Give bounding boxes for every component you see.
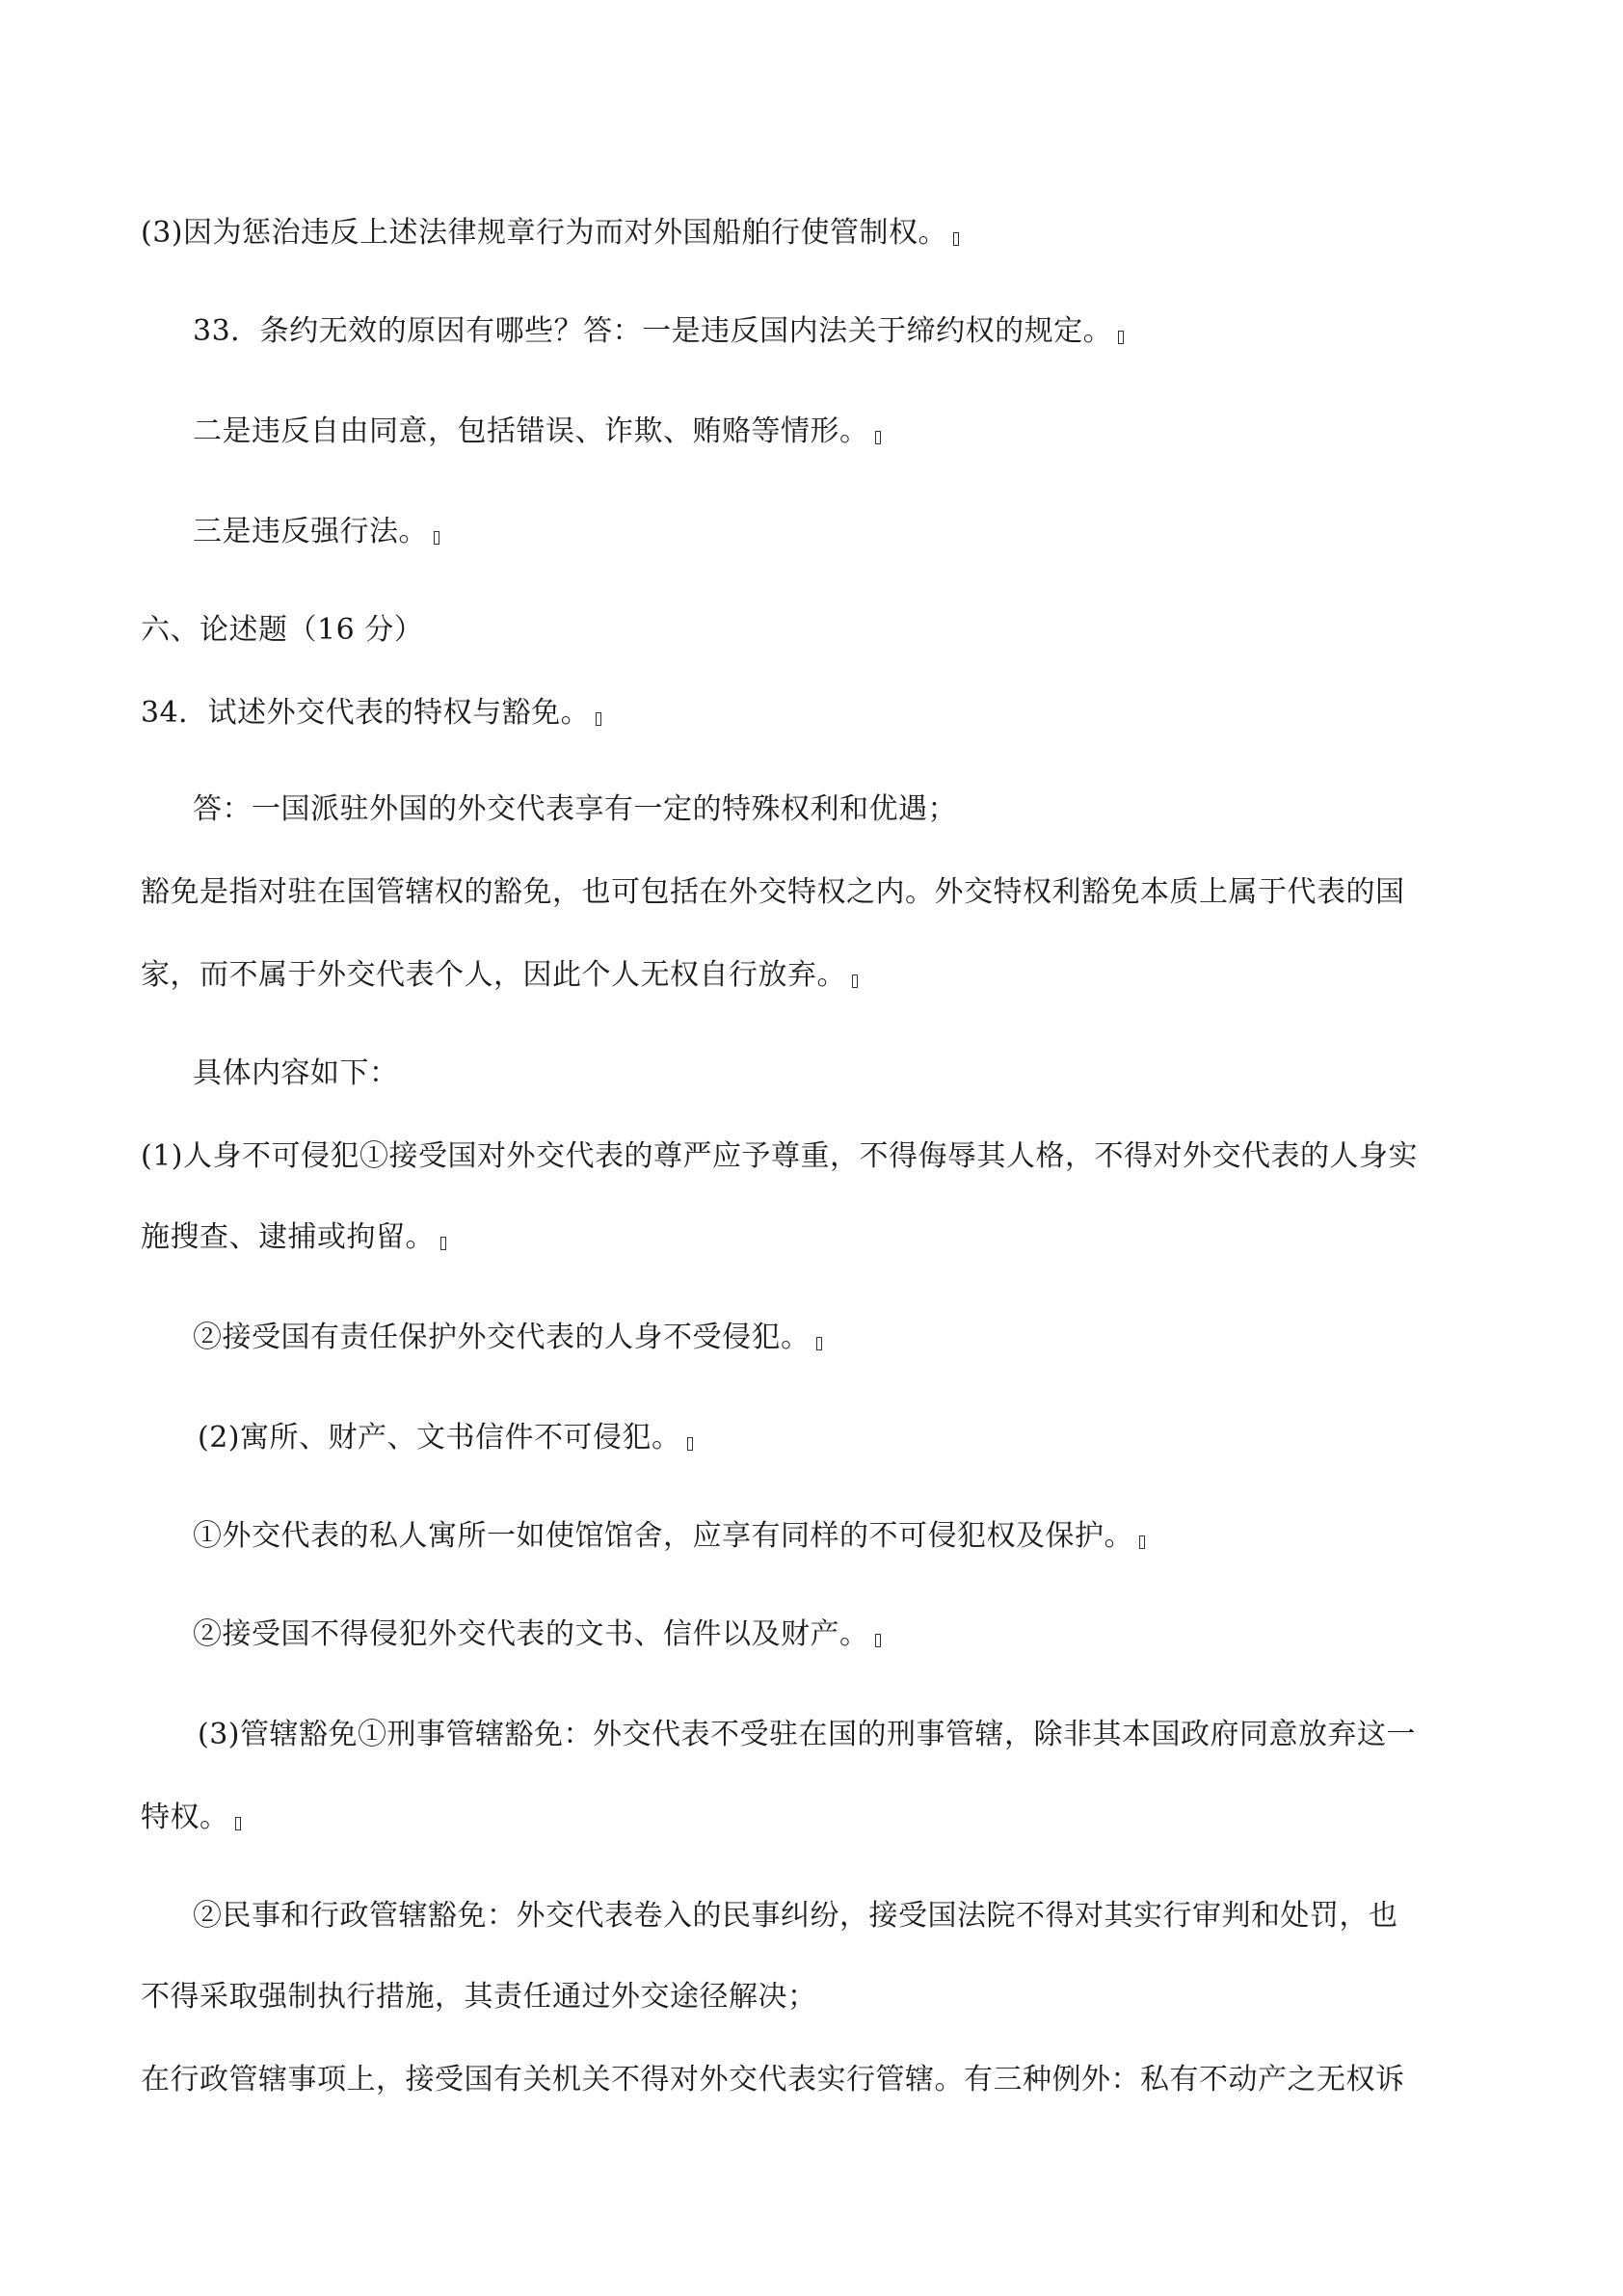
box-glyph-icon: [852, 974, 858, 988]
text-line: (2)寓所、财产、文书信件不可侵犯。: [198, 1419, 693, 1457]
text-line: 具体内容如下：: [193, 1056, 399, 1090]
box-glyph-icon: [434, 531, 439, 545]
text-line: 33．条约无效的原因有哪些？答：一是违反国内法关于缔约权的规定。: [193, 312, 1124, 351]
box-glyph-icon: [1139, 1535, 1145, 1549]
box-glyph-icon: [235, 1817, 241, 1830]
text-line: ②接受国不得侵犯外交代表的文书、信件以及财产。: [193, 1615, 881, 1654]
box-glyph-icon: [1118, 331, 1124, 344]
text-line: 施搜查、逮捕或拘留。: [141, 1218, 446, 1257]
box-glyph-icon: [875, 1634, 881, 1647]
text-line: (1)人身不可侵犯①接受国对外交代表的尊严应予尊重，不得侮辱其人格，不得对外交代表的人身实: [141, 1139, 1418, 1173]
text-line: (3)管辖豁免①刑事管辖豁免：外交代表不受驻在国的刑事管辖，除非其本国政府同意放弃这一: [198, 1718, 1416, 1751]
text-line: 二是违反自由同意，包括错误、诈欺、贿赂等情形。: [193, 413, 881, 451]
box-glyph-icon: [816, 1337, 822, 1350]
text-line: 特权。: [141, 1799, 241, 1837]
text-line: 不得采取强制执行措施，其责任通过外交途径解决；: [141, 1980, 817, 2014]
question-title: 34．试述外交代表的特权与豁免。: [141, 694, 601, 733]
text-line: ①外交代表的私人寓所一如使馆馆舍，应享有同样的不可侵犯权及保护。: [193, 1517, 1145, 1556]
text-line: ②接受国有责任保护外交代表的人身不受侵犯。: [193, 1319, 822, 1357]
text-line: ②民事和行政管辖豁免：外交代表卷入的民事纠纷，接受国法院不得对其实行审判和处罚，也: [193, 1899, 1398, 1933]
text-line: 在行政管辖事项上，接受国有关机关不得对外交代表实行管辖。有三种例外：私有不动产之无权诉: [141, 2063, 1405, 2096]
text-line: 豁免是指对驻在国管辖权的豁免，也可包括在外交特权之内。外交特权利豁免本质上属于代表的国: [141, 875, 1405, 909]
text-line: 答：一国派驻外国的外交代表享有一定的特殊权利和优遇；: [193, 792, 957, 826]
box-glyph-icon: [596, 712, 601, 726]
text-line: 家，而不属于外交代表个人，因此个人无权自行放弃。: [141, 956, 858, 995]
box-glyph-icon: [440, 1237, 446, 1250]
box-glyph-icon: [953, 232, 959, 246]
box-glyph-icon: [875, 431, 881, 444]
section-heading: 六、论述题（16 分）: [141, 613, 424, 647]
box-glyph-icon: [687, 1437, 693, 1451]
text-line: (3)因为惩治违反上述法律规章行为而对外国船舶行使管制权。: [141, 214, 959, 253]
text-line: 三是违反强行法。: [193, 513, 439, 551]
